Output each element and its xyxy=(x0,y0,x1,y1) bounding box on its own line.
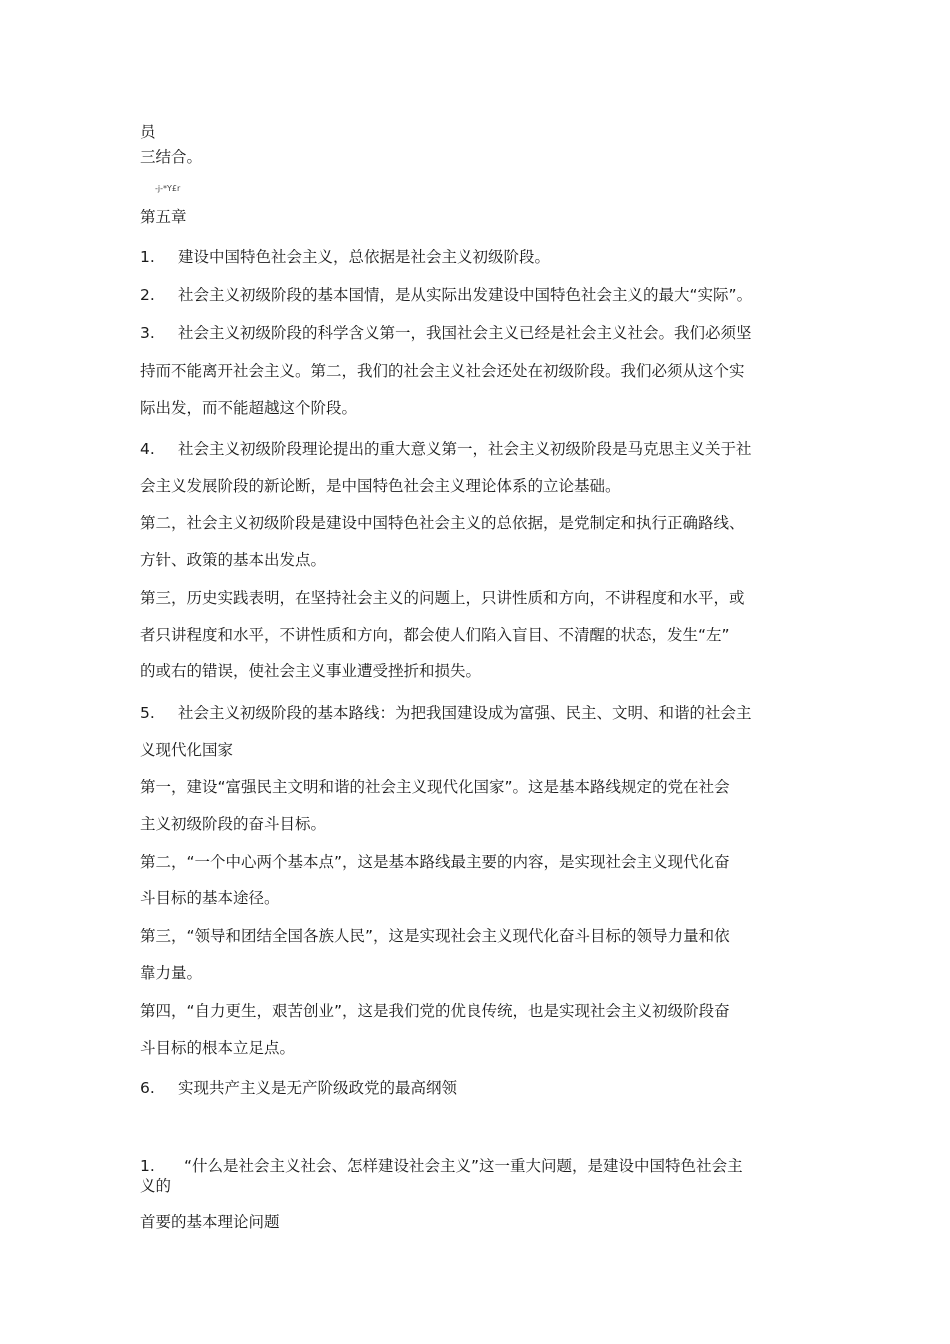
paragraph-line: 第二，“一个中心两个基本点”，这是基本路线最主要的内容，是实现社会主义现代化奋 xyxy=(140,853,730,871)
item-text: 建设中国特色社会主义，总依据是社会主义初级阶段。 xyxy=(178,248,551,266)
paragraph-line: 第一，建设“富强民主文明和谐的社会主义现代化国家”。这是基本路线规定的党在社会 xyxy=(140,778,730,796)
chapter-heading: 第五章 xyxy=(140,208,187,226)
list-item-6 xyxy=(140,1078,457,1098)
footer-item xyxy=(140,1156,743,1176)
paragraph-line: 斗目标的根本立足点。 xyxy=(140,1039,296,1057)
paragraph-line: 第二，社会主义初级阶段是建设中国特色社会主义的总依据，是党制定和执行正确路线、 xyxy=(140,514,745,532)
paragraph-line: 会主义发展阶段的新论断，是中国特色社会主义理论体系的立论基础。 xyxy=(140,477,621,495)
list-item-1 xyxy=(140,247,550,267)
list-item-2 xyxy=(140,285,752,305)
fragment-line-2: 三结合。 xyxy=(140,148,203,166)
list-item-5 xyxy=(140,703,752,723)
item-number: 5. xyxy=(140,704,155,722)
item-text: 实现共产主义是无产阶级政党的最高纲领 xyxy=(178,1079,458,1097)
paragraph-line: 主义初级阶段的奋斗目标。 xyxy=(140,815,327,833)
list-item-4 xyxy=(140,439,752,459)
list-item-3 xyxy=(140,323,752,343)
paragraph-line: 义的 xyxy=(140,1177,172,1195)
paragraph-line: 靠力量。 xyxy=(140,964,203,982)
paragraph-line: 第四，“自力更生，艰苦创业”，这是我们党的优良传统，也是实现社会主义初级阶段奋 xyxy=(140,1002,730,1020)
paragraph-line: 际出发，而不能超越这个阶段。 xyxy=(140,399,358,417)
paragraph-line: 义现代化国家 xyxy=(140,741,234,759)
item-number: 6. xyxy=(140,1079,155,1097)
item-number: 1. xyxy=(140,1157,155,1175)
item-text: “什么是社会主义社会、怎样建设社会主义”这一重大问题，是建设中国特色社会主 xyxy=(184,1157,743,1175)
item-number: 4. xyxy=(140,440,155,458)
item-text: 社会主义初级阶段理论提出的重大意义第一，社会主义初级阶段是马克思主义关于社 xyxy=(178,440,752,458)
paragraph-line: 持而不能离开社会主义。第二，我们的社会主义社会还处在初级阶段。我们必须从这个实 xyxy=(140,362,745,380)
item-text: 社会主义初级阶段的科学含义第一，我国社会主义已经是社会主义社会。我们必须坚 xyxy=(178,324,752,342)
paragraph-line: 第三，历史实践表明，在坚持社会主义的问题上，只讲性质和方向，不讲程度和水平，或 xyxy=(140,589,745,607)
small-mark: -j-*Y£r xyxy=(155,184,181,193)
paragraph-line: 者只讲程度和水平，不讲性质和方向，都会使人们陷入盲目、不清醒的状态，发生“左” xyxy=(140,626,730,644)
item-number: 3. xyxy=(140,324,155,342)
fragment-line-1: 员 xyxy=(140,123,156,141)
item-text: 社会主义初级阶段的基本国情，是从实际出发建设中国特色社会主义的最大“实际”。 xyxy=(178,286,753,304)
item-number: 1. xyxy=(140,248,155,266)
paragraph-line: 的或右的错误，使社会主义事业遭受挫折和损失。 xyxy=(140,662,482,680)
paragraph-line: 斗目标的基本途径。 xyxy=(140,889,280,907)
paragraph-line: 方针、政策的基本出发点。 xyxy=(140,551,327,569)
item-text: 社会主义初级阶段的基本路线：为把我国建设成为富强、民主、文明、和谐的社会主 xyxy=(178,704,752,722)
paragraph-line: 第三，“领导和团结全国各族人民”，这是实现社会主义现代化奋斗目标的领导力量和依 xyxy=(140,927,730,945)
paragraph-line: 首要的基本理论问题 xyxy=(140,1213,280,1231)
item-number: 2. xyxy=(140,286,155,304)
